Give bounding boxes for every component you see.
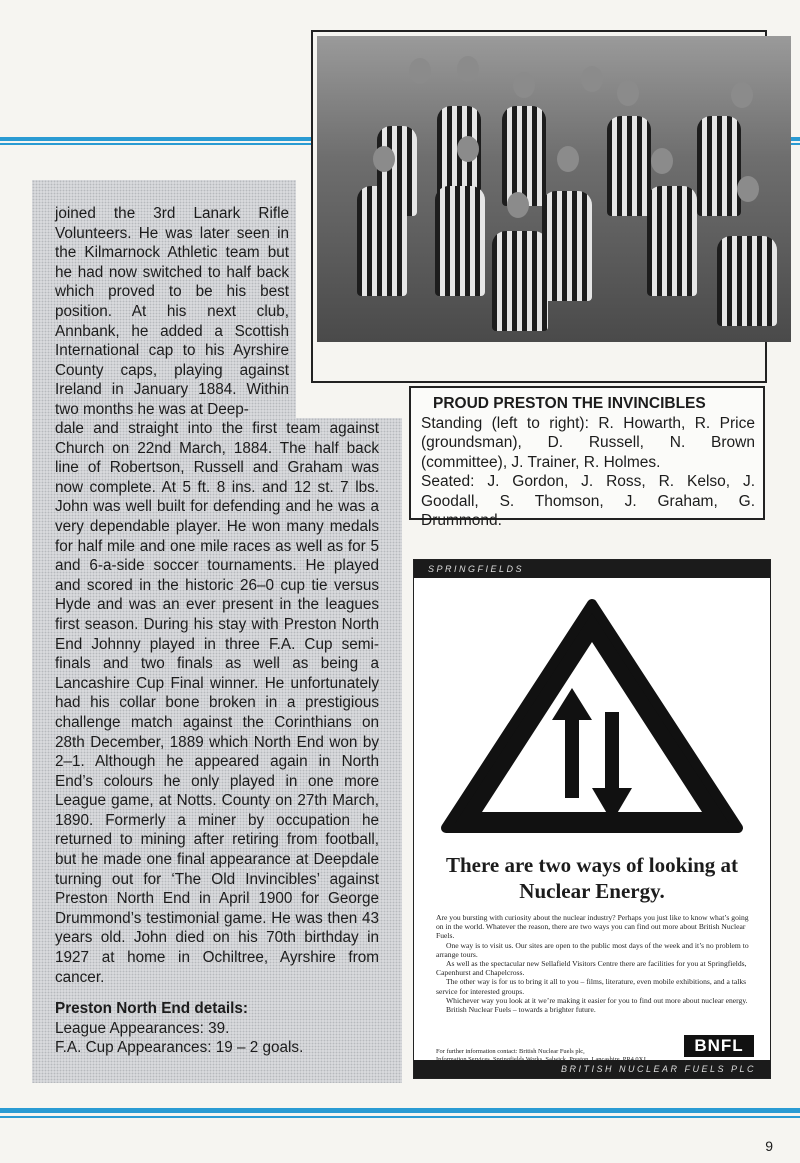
bnfl-logo: BNFL [684,1035,754,1057]
details-league: League Appearances: 39. [55,1019,230,1037]
article-body [55,419,379,1058]
bottom-stripe [0,1108,800,1113]
ad-contact-line: For further information contact: British Nuclear Fuels plc, [436,1048,585,1055]
article-intro [55,204,289,420]
page-number: 9 [765,1138,773,1154]
bottom-stripe-thin [0,1116,800,1118]
ad-body-paragraph: The other way is for us to bring it all to you – films, literature, even mobile exhibitions, and a talks service for interested groups. [436,977,747,996]
ad-headline-line1: There are two ways of looking at [445,853,739,877]
player-details [55,999,379,1058]
ad-body [436,913,754,1014]
ad-top-label: SPRINGFIELDS [414,560,770,578]
photo-caption [409,386,765,529]
warning-triangle-icon [432,590,752,845]
article-paragraph-intro: joined the 3rd Lanark Rifle Volunteers. He was later seen in the Kilmarnock Athletic team but he had now switched to half back which proved to be his best position. At his next club, Annbank, he added a Scottish International cap to his Ayrshire County caps, playing against Ireland in January 1884. Within two months he was at Deep- [55,205,289,418]
details-title: Preston North End details: [55,1000,248,1018]
article-paragraph-main: dale and straight into the first team against Church on 22nd March, 1884. The half back line of Robertson, Russell and Graham was now complete. At 5 ft. 8 ins. and 12 st. 7 lbs. John was well built for defending and he was a very dependable player. He won many medals for half mile and one mile races as well as for 5 and 6-a-side soccer tournaments. He played and scored in the historic 26–0 cup tie versus Hyde and was an ever present in the leagues first season. During his stay with Preston North End Johnny played in three F.A. Cup semi-finals and two finals as well as being a Lancashire Cup Final winner. He unfortunately had his collar bone broken in a prestigious challenge match against the Corinthians on 28th December, 1889 which North End won by 2–1. Although he appeared again in North End’s colours he only played in one more League game, at Notts. County on 27th March, 1890. Formerly a miner by occupation he returned to mining after retiring from football, but he made one final appearance at Deepdale turning out for ‘The Old Invincibles’ against Preston North End in April 1900 for George Drummond’s testimonial game. He was then 43 years old. John died on his 70th birthday in 1927 at home in Ochiltree, Ayrshire from cancer. [55,420,379,986]
caption-standing: Standing (left to right): R. Howarth, R. Price (groundsman), D. Russell, N. Brown (committee), J. Trainer, R. Holmes. [421,414,755,471]
ad-body-paragraph: One way is to visit us. Our sites are open to the public most days of the week and it’s no problem to arrange tours. [436,940,749,959]
details-cup: F.A. Cup Appearances: 19 – 2 goals. [55,1039,304,1057]
caption-seated: Seated: J. Gordon, J. Ross, R. Kelso, J. Goodall, S. Thomson, J. Graham, G. Drummond. [421,473,755,529]
ad-body-paragraph: Whichever way you look at it we’re making it easier for you to find out more about nuclear energy. [446,995,748,1005]
ad-headline-line2: Nuclear Energy. [519,879,665,903]
ad-body-paragraph: As well as the spectacular new Sellafield Visitors Centre there are facilities for you at Springfields, Capenhurst and Chapelcross. [436,959,747,978]
caption-title: PROUD PRESTON THE INVINCIBLES [433,395,706,412]
ad-body-paragraph: Are you bursting with curiosity about the nuclear industry? Perhaps you just like to know what’s going on in the world. Whatever the reason, there are two ways you can find out more about British Nuclear Fuels. [436,913,749,941]
ad-bottom-label: BRITISH NUCLEAR FUELS PLC [414,1060,770,1078]
ad-headline [414,852,770,904]
bnfl-advert [413,559,771,1079]
team-photo [317,36,791,342]
ad-body-paragraph: British Nuclear Fuels – towards a brighter future. [446,1005,596,1015]
